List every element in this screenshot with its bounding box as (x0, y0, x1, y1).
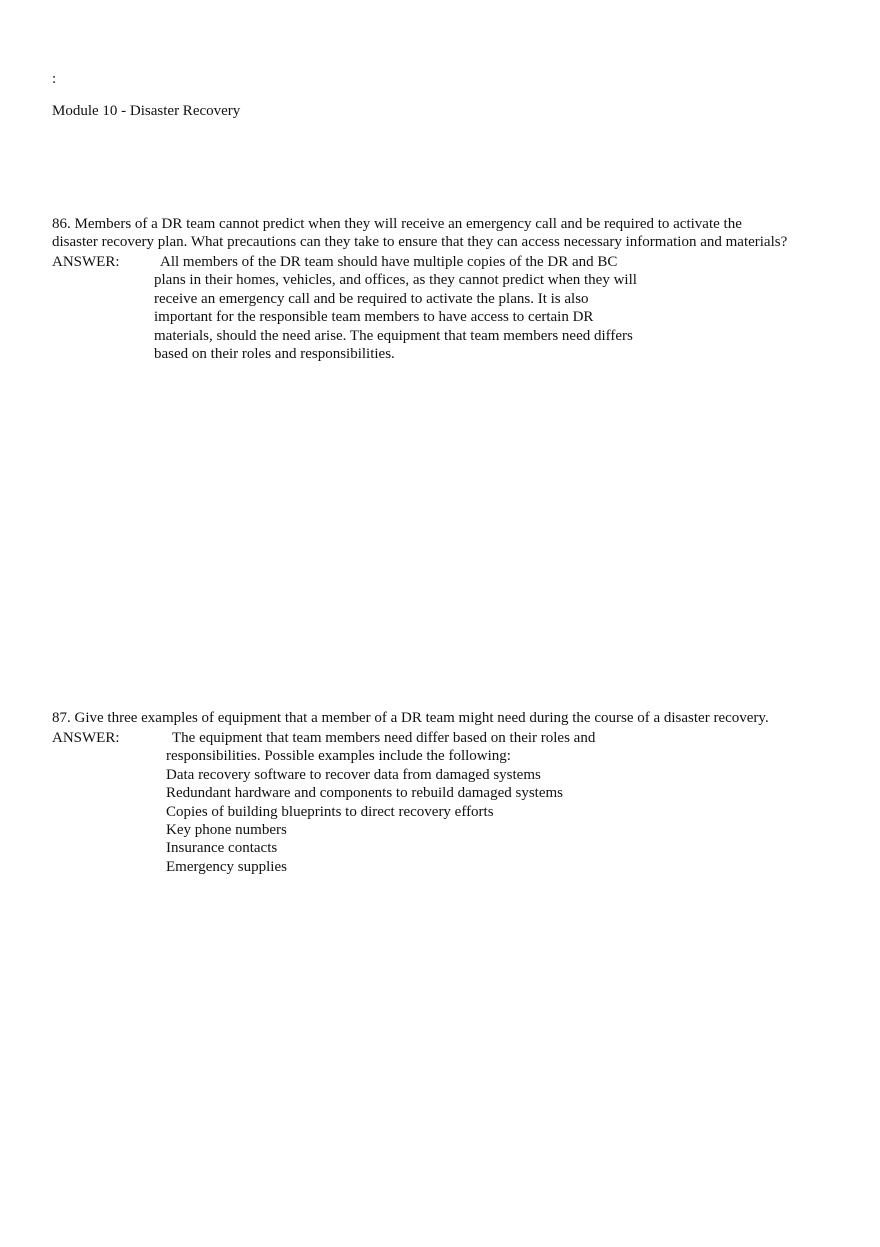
answer-87-example-item: Insurance contacts (166, 840, 278, 857)
answer-86-line: receive an emergency call and be required to activate the plans. It is also (154, 290, 589, 307)
header-colon: : (52, 71, 57, 87)
module-title: Module 10 - Disaster Recovery (52, 103, 241, 119)
answer-87-example-item: Emergency supplies (166, 858, 287, 875)
answer-86-line: important for the responsible team members to have access to certain DR (154, 309, 594, 326)
answer-86-line: All members of the DR team should have multiple copies of the DR and BC (160, 254, 618, 270)
answer-86-body (154, 253, 637, 363)
answer-87-example-item: Redundant hardware and components to rebuild damaged systems (166, 785, 563, 802)
answer-86-line: plans in their homes, vehicles, and offices, as they cannot predict when they will (154, 272, 637, 289)
answer-86-line: based on their roles and responsibilities. (154, 346, 395, 363)
question-86-text-line-2: disaster recovery plan. What precautions can they take to ensure that they can access necessary information and materials? (52, 234, 788, 250)
answer-87-label: ANSWER: (52, 730, 120, 746)
answer-87-line: responsibilities. Possible examples include the following: (166, 748, 511, 765)
answer-86-label: ANSWER: (52, 254, 120, 270)
answer-87-example-item: Copies of building blueprints to direct recovery efforts (166, 803, 494, 820)
question-87-text: 87. Give three examples of equipment that a member of a DR team might need during the course of a disaster recovery. (52, 710, 769, 726)
answer-87-example-item: Data recovery software to recover data from damaged systems (166, 766, 541, 783)
answer-87-body (166, 729, 595, 876)
question-86-text-line-1: 86. Members of a DR team cannot predict when they will receive an emergency call and be required to activate the (52, 216, 742, 232)
answer-87-example-item: Key phone numbers (166, 822, 287, 839)
answer-87-line: The equipment that team members need differ based on their roles and (172, 730, 596, 746)
answer-86-line: materials, should the need arise. The equipment that team members need differs (154, 327, 633, 344)
